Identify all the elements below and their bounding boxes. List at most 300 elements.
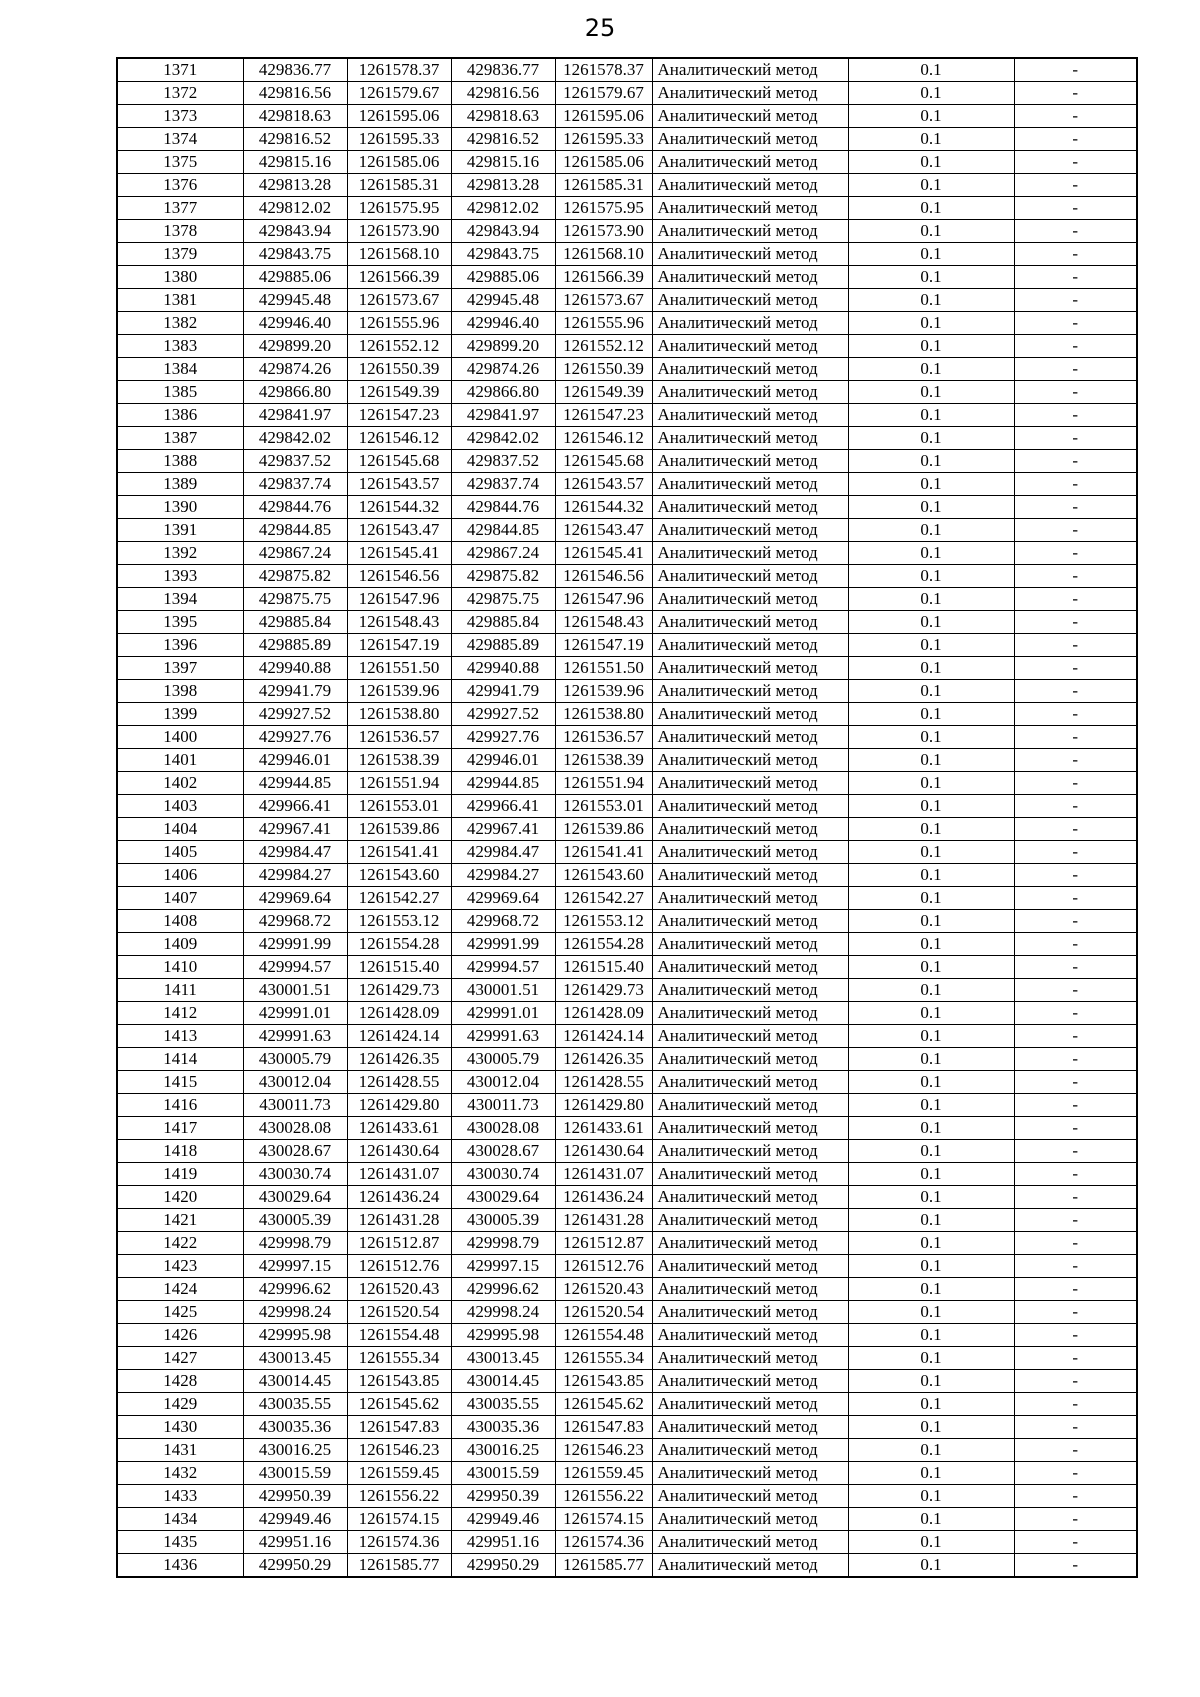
point-number-cell: 1377 xyxy=(117,197,243,220)
method-cell: Аналитический метод xyxy=(652,1508,848,1531)
y-coordinate-2-cell: 1261553.12 xyxy=(555,910,652,933)
x-coordinate-2-cell: 430001.51 xyxy=(451,979,555,1002)
remark-cell: - xyxy=(1014,1048,1137,1071)
x-coordinate-2-cell: 429967.41 xyxy=(451,818,555,841)
y-coordinate-2-cell: 1261566.39 xyxy=(555,266,652,289)
x-coordinate-2-cell: 429885.84 xyxy=(451,611,555,634)
point-number-cell: 1375 xyxy=(117,151,243,174)
accuracy-cell: 0.1 xyxy=(848,1140,1014,1163)
accuracy-cell: 0.1 xyxy=(848,358,1014,381)
y-coordinate-cell: 1261424.14 xyxy=(347,1025,451,1048)
point-number-cell: 1390 xyxy=(117,496,243,519)
y-coordinate-cell: 1261430.64 xyxy=(347,1140,451,1163)
y-coordinate-2-cell: 1261574.36 xyxy=(555,1531,652,1554)
remark-cell: - xyxy=(1014,151,1137,174)
y-coordinate-cell: 1261547.96 xyxy=(347,588,451,611)
y-coordinate-2-cell: 1261520.43 xyxy=(555,1278,652,1301)
remark-cell: - xyxy=(1014,473,1137,496)
y-coordinate-cell: 1261539.96 xyxy=(347,680,451,703)
method-cell: Аналитический метод xyxy=(652,818,848,841)
table-row xyxy=(117,910,1137,933)
x-coordinate-2-cell: 429816.52 xyxy=(451,128,555,151)
y-coordinate-2-cell: 1261585.06 xyxy=(555,151,652,174)
table-row xyxy=(117,1140,1137,1163)
table-row xyxy=(117,1301,1137,1324)
point-number-cell: 1421 xyxy=(117,1209,243,1232)
table-row xyxy=(117,864,1137,887)
accuracy-cell: 0.1 xyxy=(848,1071,1014,1094)
y-coordinate-cell: 1261543.60 xyxy=(347,864,451,887)
y-coordinate-2-cell: 1261545.41 xyxy=(555,542,652,565)
point-number-cell: 1425 xyxy=(117,1301,243,1324)
remark-cell: - xyxy=(1014,864,1137,887)
table-row xyxy=(117,1370,1137,1393)
x-coordinate-2-cell: 429991.99 xyxy=(451,933,555,956)
point-number-cell: 1396 xyxy=(117,634,243,657)
y-coordinate-2-cell: 1261430.64 xyxy=(555,1140,652,1163)
x-coordinate-cell: 429844.85 xyxy=(243,519,347,542)
table-row xyxy=(117,450,1137,473)
table-row xyxy=(117,1094,1137,1117)
y-coordinate-cell: 1261579.67 xyxy=(347,82,451,105)
x-coordinate-cell: 429940.88 xyxy=(243,657,347,680)
y-coordinate-cell: 1261543.47 xyxy=(347,519,451,542)
accuracy-cell: 0.1 xyxy=(848,1554,1014,1578)
x-coordinate-2-cell: 429836.77 xyxy=(451,58,555,82)
table-row xyxy=(117,519,1137,542)
x-coordinate-cell: 430012.04 xyxy=(243,1071,347,1094)
remark-cell: - xyxy=(1014,887,1137,910)
y-coordinate-cell: 1261539.86 xyxy=(347,818,451,841)
accuracy-cell: 0.1 xyxy=(848,427,1014,450)
accuracy-cell: 0.1 xyxy=(848,312,1014,335)
y-coordinate-2-cell: 1261546.56 xyxy=(555,565,652,588)
y-coordinate-2-cell: 1261546.12 xyxy=(555,427,652,450)
y-coordinate-cell: 1261574.36 xyxy=(347,1531,451,1554)
x-coordinate-2-cell: 429844.76 xyxy=(451,496,555,519)
y-coordinate-cell: 1261578.37 xyxy=(347,58,451,82)
table-row xyxy=(117,565,1137,588)
method-cell: Аналитический метод xyxy=(652,427,848,450)
y-coordinate-cell: 1261554.28 xyxy=(347,933,451,956)
method-cell: Аналитический метод xyxy=(652,1301,848,1324)
method-cell: Аналитический метод xyxy=(652,1347,848,1370)
y-coordinate-cell: 1261546.56 xyxy=(347,565,451,588)
y-coordinate-cell: 1261553.12 xyxy=(347,910,451,933)
y-coordinate-2-cell: 1261543.60 xyxy=(555,864,652,887)
x-coordinate-cell: 430035.36 xyxy=(243,1416,347,1439)
table-row xyxy=(117,887,1137,910)
remark-cell: - xyxy=(1014,266,1137,289)
x-coordinate-2-cell: 429842.02 xyxy=(451,427,555,450)
x-coordinate-cell: 429998.24 xyxy=(243,1301,347,1324)
table-row xyxy=(117,588,1137,611)
y-coordinate-cell: 1261573.90 xyxy=(347,220,451,243)
table-row xyxy=(117,1439,1137,1462)
table-row xyxy=(117,1416,1137,1439)
method-cell: Аналитический метод xyxy=(652,703,848,726)
point-number-cell: 1430 xyxy=(117,1416,243,1439)
x-coordinate-2-cell: 429813.28 xyxy=(451,174,555,197)
remark-cell: - xyxy=(1014,1278,1137,1301)
table-row xyxy=(117,381,1137,404)
point-number-cell: 1429 xyxy=(117,1393,243,1416)
table-row xyxy=(117,1554,1137,1578)
x-coordinate-2-cell: 429837.74 xyxy=(451,473,555,496)
method-cell: Аналитический метод xyxy=(652,289,848,312)
remark-cell: - xyxy=(1014,404,1137,427)
remark-cell: - xyxy=(1014,703,1137,726)
y-coordinate-2-cell: 1261578.37 xyxy=(555,58,652,82)
y-coordinate-cell: 1261548.43 xyxy=(347,611,451,634)
remark-cell: - xyxy=(1014,1416,1137,1439)
remark-cell: - xyxy=(1014,772,1137,795)
point-number-cell: 1397 xyxy=(117,657,243,680)
x-coordinate-cell: 429945.48 xyxy=(243,289,347,312)
point-number-cell: 1398 xyxy=(117,680,243,703)
accuracy-cell: 0.1 xyxy=(848,1002,1014,1025)
x-coordinate-2-cell: 430014.45 xyxy=(451,1370,555,1393)
method-cell: Аналитический метод xyxy=(652,1140,848,1163)
method-cell: Аналитический метод xyxy=(652,680,848,703)
table-row xyxy=(117,243,1137,266)
point-number-cell: 1401 xyxy=(117,749,243,772)
x-coordinate-2-cell: 429998.79 xyxy=(451,1232,555,1255)
accuracy-cell: 0.1 xyxy=(848,1301,1014,1324)
table-row xyxy=(117,1232,1137,1255)
y-coordinate-2-cell: 1261585.77 xyxy=(555,1554,652,1578)
point-number-cell: 1413 xyxy=(117,1025,243,1048)
x-coordinate-cell: 430005.39 xyxy=(243,1209,347,1232)
x-coordinate-2-cell: 429940.88 xyxy=(451,657,555,680)
accuracy-cell: 0.1 xyxy=(848,1462,1014,1485)
y-coordinate-cell: 1261542.27 xyxy=(347,887,451,910)
y-coordinate-2-cell: 1261554.28 xyxy=(555,933,652,956)
point-number-cell: 1383 xyxy=(117,335,243,358)
x-coordinate-2-cell: 429966.41 xyxy=(451,795,555,818)
accuracy-cell: 0.1 xyxy=(848,1232,1014,1255)
table-row xyxy=(117,795,1137,818)
table-row xyxy=(117,1347,1137,1370)
remark-cell: - xyxy=(1014,1462,1137,1485)
accuracy-cell: 0.1 xyxy=(848,243,1014,266)
y-coordinate-cell: 1261595.06 xyxy=(347,105,451,128)
y-coordinate-2-cell: 1261548.43 xyxy=(555,611,652,634)
point-number-cell: 1372 xyxy=(117,82,243,105)
accuracy-cell: 0.1 xyxy=(848,841,1014,864)
x-coordinate-2-cell: 429874.26 xyxy=(451,358,555,381)
y-coordinate-2-cell: 1261551.94 xyxy=(555,772,652,795)
accuracy-cell: 0.1 xyxy=(848,1186,1014,1209)
y-coordinate-2-cell: 1261543.47 xyxy=(555,519,652,542)
y-coordinate-cell: 1261574.15 xyxy=(347,1508,451,1531)
point-number-cell: 1433 xyxy=(117,1485,243,1508)
remark-cell: - xyxy=(1014,634,1137,657)
x-coordinate-cell: 429836.77 xyxy=(243,58,347,82)
x-coordinate-2-cell: 429885.89 xyxy=(451,634,555,657)
table-row xyxy=(117,841,1137,864)
remark-cell: - xyxy=(1014,1002,1137,1025)
y-coordinate-cell: 1261429.73 xyxy=(347,979,451,1002)
x-coordinate-cell: 429927.52 xyxy=(243,703,347,726)
remark-cell: - xyxy=(1014,197,1137,220)
y-coordinate-cell: 1261585.77 xyxy=(347,1554,451,1578)
coordinates-table xyxy=(116,57,1138,1578)
y-coordinate-2-cell: 1261520.54 xyxy=(555,1301,652,1324)
table-row xyxy=(117,1071,1137,1094)
y-coordinate-cell: 1261559.45 xyxy=(347,1462,451,1485)
method-cell: Аналитический метод xyxy=(652,1025,848,1048)
method-cell: Аналитический метод xyxy=(652,151,848,174)
accuracy-cell: 0.1 xyxy=(848,864,1014,887)
remark-cell: - xyxy=(1014,58,1137,82)
remark-cell: - xyxy=(1014,496,1137,519)
method-cell: Аналитический метод xyxy=(652,404,848,427)
x-coordinate-cell: 429818.63 xyxy=(243,105,347,128)
x-coordinate-cell: 429843.94 xyxy=(243,220,347,243)
x-coordinate-cell: 429885.06 xyxy=(243,266,347,289)
remark-cell: - xyxy=(1014,335,1137,358)
y-coordinate-cell: 1261566.39 xyxy=(347,266,451,289)
accuracy-cell: 0.1 xyxy=(848,818,1014,841)
table-row xyxy=(117,1462,1137,1485)
x-coordinate-cell: 430005.79 xyxy=(243,1048,347,1071)
y-coordinate-cell: 1261541.41 xyxy=(347,841,451,864)
y-coordinate-2-cell: 1261429.73 xyxy=(555,979,652,1002)
y-coordinate-cell: 1261568.10 xyxy=(347,243,451,266)
accuracy-cell: 0.1 xyxy=(848,1163,1014,1186)
x-coordinate-2-cell: 430015.59 xyxy=(451,1462,555,1485)
x-coordinate-cell: 429815.16 xyxy=(243,151,347,174)
method-cell: Аналитический метод xyxy=(652,243,848,266)
x-coordinate-cell: 429874.26 xyxy=(243,358,347,381)
x-coordinate-cell: 429837.52 xyxy=(243,450,347,473)
x-coordinate-cell: 429816.56 xyxy=(243,82,347,105)
x-coordinate-2-cell: 429994.57 xyxy=(451,956,555,979)
x-coordinate-2-cell: 429867.24 xyxy=(451,542,555,565)
y-coordinate-cell: 1261555.96 xyxy=(347,312,451,335)
point-number-cell: 1424 xyxy=(117,1278,243,1301)
remark-cell: - xyxy=(1014,1347,1137,1370)
y-coordinate-2-cell: 1261436.24 xyxy=(555,1186,652,1209)
x-coordinate-cell: 430013.45 xyxy=(243,1347,347,1370)
x-coordinate-2-cell: 429984.47 xyxy=(451,841,555,864)
point-number-cell: 1378 xyxy=(117,220,243,243)
accuracy-cell: 0.1 xyxy=(848,1278,1014,1301)
accuracy-cell: 0.1 xyxy=(848,703,1014,726)
method-cell: Аналитический метод xyxy=(652,1462,848,1485)
point-number-cell: 1388 xyxy=(117,450,243,473)
y-coordinate-2-cell: 1261536.57 xyxy=(555,726,652,749)
accuracy-cell: 0.1 xyxy=(848,680,1014,703)
point-number-cell: 1394 xyxy=(117,588,243,611)
x-coordinate-2-cell: 429984.27 xyxy=(451,864,555,887)
point-number-cell: 1426 xyxy=(117,1324,243,1347)
point-number-cell: 1422 xyxy=(117,1232,243,1255)
table-row xyxy=(117,657,1137,680)
x-coordinate-cell: 429941.79 xyxy=(243,680,347,703)
x-coordinate-2-cell: 429927.76 xyxy=(451,726,555,749)
point-number-cell: 1423 xyxy=(117,1255,243,1278)
method-cell: Аналитический метод xyxy=(652,634,848,657)
y-coordinate-2-cell: 1261552.12 xyxy=(555,335,652,358)
table-row xyxy=(117,289,1137,312)
y-coordinate-2-cell: 1261545.68 xyxy=(555,450,652,473)
point-number-cell: 1392 xyxy=(117,542,243,565)
accuracy-cell: 0.1 xyxy=(848,220,1014,243)
x-coordinate-cell: 429968.72 xyxy=(243,910,347,933)
method-cell: Аналитический метод xyxy=(652,381,848,404)
method-cell: Аналитический метод xyxy=(652,1117,848,1140)
y-coordinate-2-cell: 1261428.09 xyxy=(555,1002,652,1025)
table-body xyxy=(117,58,1137,1577)
point-number-cell: 1427 xyxy=(117,1347,243,1370)
remark-cell: - xyxy=(1014,818,1137,841)
x-coordinate-2-cell: 429946.01 xyxy=(451,749,555,772)
x-coordinate-cell: 430030.74 xyxy=(243,1163,347,1186)
method-cell: Аналитический метод xyxy=(652,174,848,197)
x-coordinate-cell: 429991.63 xyxy=(243,1025,347,1048)
accuracy-cell: 0.1 xyxy=(848,496,1014,519)
method-cell: Аналитический метод xyxy=(652,611,848,634)
y-coordinate-2-cell: 1261538.39 xyxy=(555,749,652,772)
x-coordinate-cell: 429984.47 xyxy=(243,841,347,864)
accuracy-cell: 0.1 xyxy=(848,1324,1014,1347)
x-coordinate-2-cell: 429815.16 xyxy=(451,151,555,174)
y-coordinate-cell: 1261538.39 xyxy=(347,749,451,772)
y-coordinate-2-cell: 1261555.96 xyxy=(555,312,652,335)
accuracy-cell: 0.1 xyxy=(848,1416,1014,1439)
y-coordinate-2-cell: 1261579.67 xyxy=(555,82,652,105)
table-row xyxy=(117,1531,1137,1554)
table-row xyxy=(117,680,1137,703)
x-coordinate-2-cell: 429998.24 xyxy=(451,1301,555,1324)
remark-cell: - xyxy=(1014,1071,1137,1094)
accuracy-cell: 0.1 xyxy=(848,956,1014,979)
y-coordinate-2-cell: 1261541.41 xyxy=(555,841,652,864)
remark-cell: - xyxy=(1014,1508,1137,1531)
point-number-cell: 1387 xyxy=(117,427,243,450)
table-row xyxy=(117,1186,1137,1209)
method-cell: Аналитический метод xyxy=(652,795,848,818)
method-cell: Аналитический метод xyxy=(652,197,848,220)
accuracy-cell: 0.1 xyxy=(848,82,1014,105)
method-cell: Аналитический метод xyxy=(652,542,848,565)
x-coordinate-cell: 429951.16 xyxy=(243,1531,347,1554)
x-coordinate-2-cell: 430016.25 xyxy=(451,1439,555,1462)
y-coordinate-cell: 1261545.68 xyxy=(347,450,451,473)
accuracy-cell: 0.1 xyxy=(848,266,1014,289)
remark-cell: - xyxy=(1014,105,1137,128)
table-row xyxy=(117,772,1137,795)
x-coordinate-cell: 429875.75 xyxy=(243,588,347,611)
method-cell: Аналитический метод xyxy=(652,1370,848,1393)
remark-cell: - xyxy=(1014,726,1137,749)
x-coordinate-2-cell: 429927.52 xyxy=(451,703,555,726)
remark-cell: - xyxy=(1014,565,1137,588)
y-coordinate-2-cell: 1261546.23 xyxy=(555,1439,652,1462)
y-coordinate-2-cell: 1261431.07 xyxy=(555,1163,652,1186)
x-coordinate-cell: 429967.41 xyxy=(243,818,347,841)
point-number-cell: 1409 xyxy=(117,933,243,956)
x-coordinate-2-cell: 429843.75 xyxy=(451,243,555,266)
method-cell: Аналитический метод xyxy=(652,910,848,933)
y-coordinate-cell: 1261536.57 xyxy=(347,726,451,749)
y-coordinate-2-cell: 1261543.57 xyxy=(555,473,652,496)
method-cell: Аналитический метод xyxy=(652,450,848,473)
x-coordinate-2-cell: 429837.52 xyxy=(451,450,555,473)
y-coordinate-2-cell: 1261512.76 xyxy=(555,1255,652,1278)
x-coordinate-cell: 429813.28 xyxy=(243,174,347,197)
table-row xyxy=(117,1255,1137,1278)
y-coordinate-2-cell: 1261553.01 xyxy=(555,795,652,818)
x-coordinate-cell: 430028.08 xyxy=(243,1117,347,1140)
table-row xyxy=(117,197,1137,220)
y-coordinate-2-cell: 1261574.15 xyxy=(555,1508,652,1531)
point-number-cell: 1435 xyxy=(117,1531,243,1554)
table-row xyxy=(117,404,1137,427)
y-coordinate-cell: 1261585.06 xyxy=(347,151,451,174)
method-cell: Аналитический метод xyxy=(652,657,848,680)
point-number-cell: 1420 xyxy=(117,1186,243,1209)
y-coordinate-2-cell: 1261595.33 xyxy=(555,128,652,151)
y-coordinate-cell: 1261431.28 xyxy=(347,1209,451,1232)
y-coordinate-2-cell: 1261573.90 xyxy=(555,220,652,243)
y-coordinate-2-cell: 1261543.85 xyxy=(555,1370,652,1393)
remark-cell: - xyxy=(1014,1531,1137,1554)
remark-cell: - xyxy=(1014,243,1137,266)
remark-cell: - xyxy=(1014,312,1137,335)
table-row xyxy=(117,1393,1137,1416)
point-number-cell: 1436 xyxy=(117,1554,243,1578)
accuracy-cell: 0.1 xyxy=(848,933,1014,956)
x-coordinate-cell: 429899.20 xyxy=(243,335,347,358)
y-coordinate-2-cell: 1261575.95 xyxy=(555,197,652,220)
remark-cell: - xyxy=(1014,1140,1137,1163)
x-coordinate-2-cell: 429843.94 xyxy=(451,220,555,243)
method-cell: Аналитический метод xyxy=(652,1255,848,1278)
method-cell: Аналитический метод xyxy=(652,1186,848,1209)
accuracy-cell: 0.1 xyxy=(848,381,1014,404)
point-number-cell: 1379 xyxy=(117,243,243,266)
y-coordinate-cell: 1261543.85 xyxy=(347,1370,451,1393)
x-coordinate-2-cell: 430028.67 xyxy=(451,1140,555,1163)
y-coordinate-2-cell: 1261549.39 xyxy=(555,381,652,404)
accuracy-cell: 0.1 xyxy=(848,174,1014,197)
table-row xyxy=(117,266,1137,289)
remark-cell: - xyxy=(1014,1025,1137,1048)
point-number-cell: 1411 xyxy=(117,979,243,1002)
method-cell: Аналитический метод xyxy=(652,1324,848,1347)
remark-cell: - xyxy=(1014,450,1137,473)
x-coordinate-2-cell: 429991.63 xyxy=(451,1025,555,1048)
method-cell: Аналитический метод xyxy=(652,1393,848,1416)
y-coordinate-cell: 1261551.94 xyxy=(347,772,451,795)
remark-cell: - xyxy=(1014,358,1137,381)
x-coordinate-2-cell: 429951.16 xyxy=(451,1531,555,1554)
x-coordinate-2-cell: 430012.04 xyxy=(451,1071,555,1094)
x-coordinate-2-cell: 429991.01 xyxy=(451,1002,555,1025)
table-row xyxy=(117,611,1137,634)
accuracy-cell: 0.1 xyxy=(848,289,1014,312)
method-cell: Аналитический метод xyxy=(652,1554,848,1578)
accuracy-cell: 0.1 xyxy=(848,795,1014,818)
accuracy-cell: 0.1 xyxy=(848,1370,1014,1393)
point-number-cell: 1414 xyxy=(117,1048,243,1071)
remark-cell: - xyxy=(1014,956,1137,979)
accuracy-cell: 0.1 xyxy=(848,1485,1014,1508)
table-row xyxy=(117,427,1137,450)
